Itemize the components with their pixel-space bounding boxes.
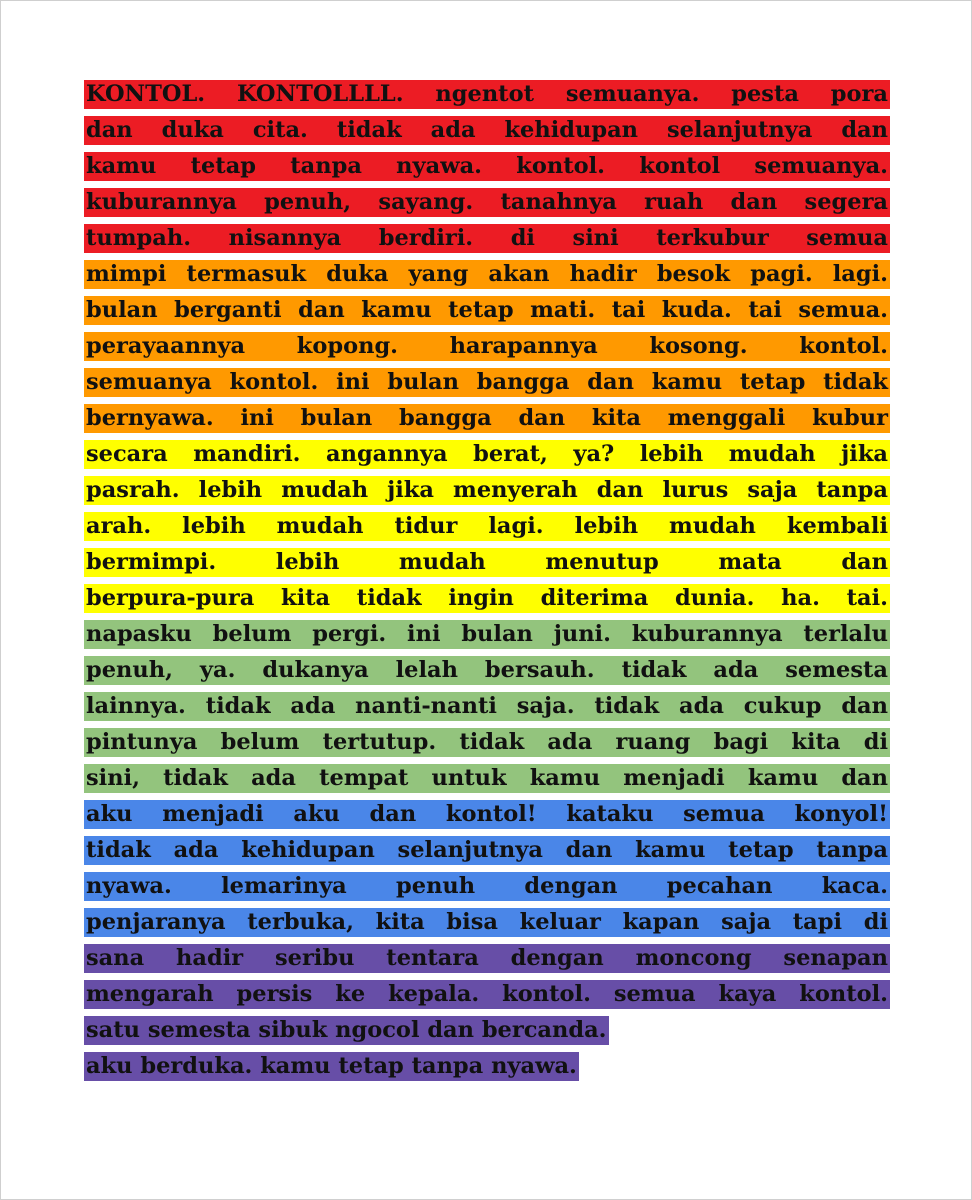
poem-line: satu semesta sibuk ngocol dan bercanda. bbox=[86, 1017, 607, 1043]
poem-text-block bbox=[84, 80, 890, 1088]
poem-line: tumpah. nisannya berdiri. di sini terkubur semua bbox=[86, 225, 888, 251]
poem-line: bulan berganti dan kamu tetap mati. tai kuda. tai semua. bbox=[86, 297, 888, 323]
poem-line: aku berduka. kamu tetap tanpa nyawa. bbox=[86, 1053, 577, 1079]
poem-line: arah. lebih mudah tidur lagi. lebih mudah kembali bbox=[86, 513, 888, 539]
poem-line: KONTOL. KONTOLLLL. ngentot semuanya. pesta pora bbox=[86, 81, 888, 107]
poem-line: sini, tidak ada tempat untuk kamu menjadi kamu dan bbox=[86, 765, 888, 791]
poem-line: berpura-pura kita tidak ingin diterima dunia. ha. tai. bbox=[86, 585, 888, 611]
poem-line: dan duka cita. tidak ada kehidupan selanjutnya dan bbox=[86, 117, 888, 143]
poem-line: penjaranya terbuka, kita bisa keluar kapan saja tapi di bbox=[86, 909, 888, 935]
poem-line: secara mandiri. angannya berat, ya? lebih mudah jika bbox=[86, 441, 888, 467]
poem-line: bernyawa. ini bulan bangga dan kita menggali kubur bbox=[86, 405, 888, 431]
poem-line: semuanya kontol. ini bulan bangga dan kamu tetap tidak bbox=[86, 369, 888, 395]
poem-line: napasku belum pergi. ini bulan juni. kuburannya terlalu bbox=[86, 621, 888, 647]
poem-line: mengarah persis ke kepala. kontol. semua kaya kontol. bbox=[86, 981, 888, 1007]
poem-line: aku menjadi aku dan kontol! kataku semua konyol! bbox=[86, 801, 888, 827]
poem-line: kamu tetap tanpa nyawa. kontol. kontol semuanya. bbox=[86, 153, 888, 179]
poem-line: mimpi termasuk duka yang akan hadir besok pagi. lagi. bbox=[86, 261, 888, 287]
poem-line: pintunya belum tertutup. tidak ada ruang bagi kita di bbox=[86, 729, 888, 755]
poem-line: pasrah. lebih mudah jika menyerah dan lurus saja tanpa bbox=[86, 477, 888, 503]
poem-line: kuburannya penuh, sayang. tanahnya ruah dan segera bbox=[86, 189, 888, 215]
poem-line: nyawa. lemarinya penuh dengan pecahan kaca. bbox=[86, 873, 888, 899]
poem-line: penuh, ya. dukanya lelah bersauh. tidak ada semesta bbox=[86, 657, 888, 683]
poem-line: tidak ada kehidupan selanjutnya dan kamu tetap tanpa bbox=[86, 837, 888, 863]
poem-line: sana hadir seribu tentara dengan moncong senapan bbox=[86, 945, 888, 971]
poem-line: lainnya. tidak ada nanti-nanti saja. tidak ada cukup dan bbox=[86, 693, 888, 719]
poem-line: perayaannya kopong. harapannya kosong. kontol. bbox=[86, 333, 888, 359]
poem-line: bermimpi. lebih mudah menutup mata dan bbox=[86, 549, 888, 575]
